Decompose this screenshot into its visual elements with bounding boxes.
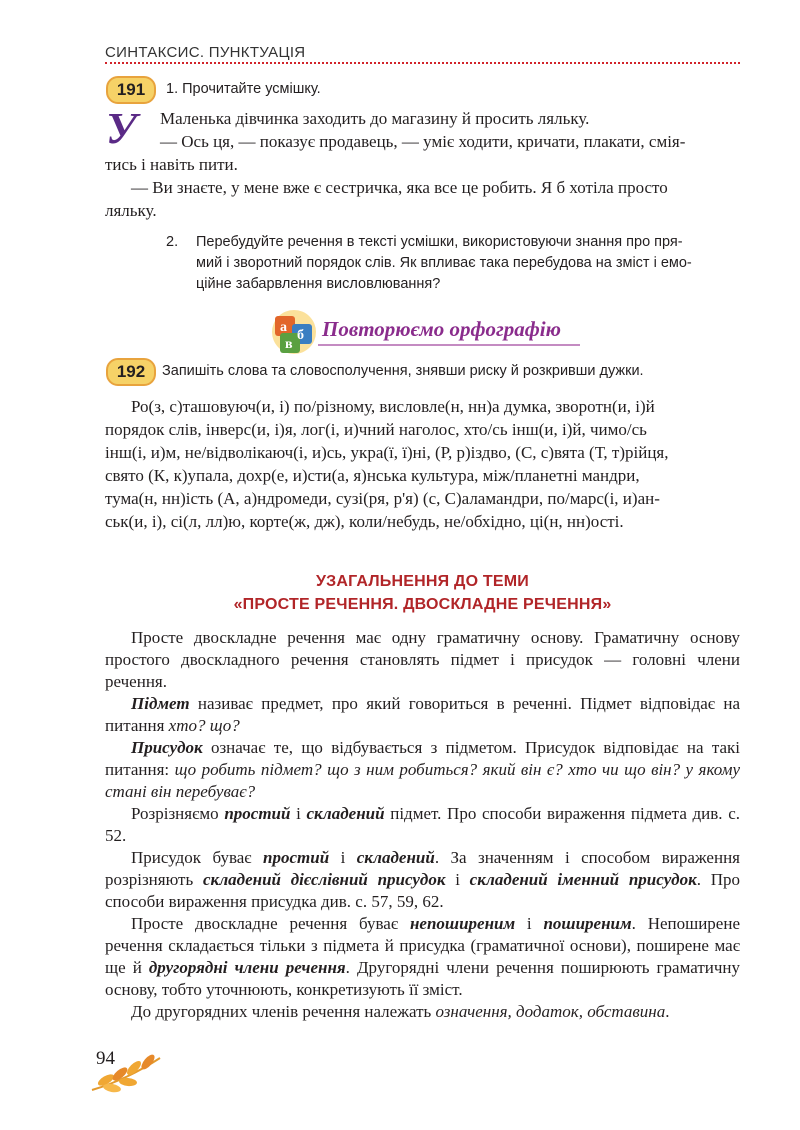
term: поширеним — [543, 914, 632, 933]
section-title: УЗАГАЛЬНЕННЯ ДО ТЕМИ — [316, 573, 529, 590]
term: Присудок — [131, 738, 203, 757]
header-divider — [105, 62, 740, 64]
term: простий — [224, 804, 291, 823]
running-head: СИНТАКСИС. ПУНКТУАЦІЯ — [105, 44, 306, 61]
alphabet-blocks-icon — [270, 308, 318, 356]
question: що робить підмет? що з ним робиться? який він є? хто чи що він? у якому стані він перебуває? — [105, 760, 741, 801]
story-line: — Ви знаєте, у мене вже є сестричка, яка все це робить. Я б хотіла просто — [131, 178, 668, 197]
icon-letter-a: а — [280, 320, 287, 335]
question: хто? що? — [168, 716, 240, 735]
exercise-number-badge: 191 — [106, 76, 156, 104]
task-number: 2. — [166, 234, 179, 250]
exercise-task: 1. Прочитайте усмішку. — [166, 81, 321, 97]
story-line: ляльку. — [105, 201, 157, 220]
section-heading-orthography: Повторюємо орфографію — [322, 317, 561, 341]
exercise-line: інш(і, и)м, не/відволікаюч(і, и)сь, укра(ї, ї)ні, (Р, р)іздво, (С, с)вята (Т, т)рійця, — [105, 443, 669, 462]
exercise-line: тума(н, нн)ість (А, а)ндромеди, сузі(ря, р'я) (с, С)аламандри, по/марс(і, и)ан- — [105, 489, 660, 508]
summary-text — [105, 627, 740, 1023]
term: другорядні члени речення — [148, 958, 346, 977]
story-line: — Ось ця, — показує продавець, — уміє ходити, кричати, плакати, смія- — [160, 132, 686, 151]
drop-cap: У — [106, 104, 137, 153]
summary-paragraph: Присудок буває простий і складений. За значенням і способом вираження розрізняють складений дієслівний присудок і складений іменний присудок. Про способи вираження присудка див. с. 57, 59, 62. — [105, 848, 740, 911]
exercise-line: порядок слів, інверс(и, і)я, лог(і, и)чний наголос, хто/сь інш(и, і)й, чимо/сь — [105, 420, 647, 439]
summary-paragraph: Присудок означає те, що відбувається з підметом. Присудок відповідає на такі питання: що робить підмет? що з ним робиться? який він є? хто чи що він? у якому стані він перебуває? — [105, 738, 741, 801]
term: складений іменний присудок — [469, 870, 697, 889]
term: простий — [263, 848, 330, 867]
summary-paragraph: Розрізняємо простий і складений підмет. Про способи вираження підмета див. с. 52. — [105, 804, 740, 845]
icon-letter-v: в — [285, 337, 293, 352]
exercise-line: Ро(з, с)ташовуюч(и, і) по/різному, висловле(н, нн)а думка, зворотн(и, і)й — [131, 397, 655, 416]
exercise-line: свято (К, к)упала, дохр(е, и)сти(а, я)нська культура, між/планетні мандри, — [105, 466, 640, 485]
story-line: тись і навіть пити. — [105, 155, 238, 174]
term: складений дієслівний присудок — [202, 870, 446, 889]
term: складений — [356, 848, 435, 867]
heading-underline — [318, 344, 580, 346]
exercise-number-badge: 192 — [106, 358, 156, 386]
summary-paragraph: Підмет називає предмет, про який говориться в реченні. Підмет відповідає на питання хто? що? — [105, 694, 740, 735]
section-title: «ПРОСТЕ РЕЧЕННЯ. ДВОСКЛАДНЕ РЕЧЕННЯ» — [233, 596, 612, 613]
exercise-line: ськ(и, і), сі(л, лл)ю, корте(ж, дж), коли/небудь, не/обхідно, ці(н, нн)ості. — [105, 512, 624, 531]
summary-paragraph: Просте двоскладне речення буває непоширеним і поширеним. Непоширене речення складається тільки з підмета й присудка (граматичної основи), поширене має ще й другорядні члени речення. Другорядні члени речення поширюють граматичну основу, тобто уточнюють, конкретизують її зміст. — [105, 914, 741, 999]
term: складений — [306, 804, 385, 823]
story-line: Маленька дівчинка заходить до магазину й просить ляльку. — [160, 109, 590, 128]
icon-letter-b: б — [297, 328, 304, 343]
term: означення, додаток, обставина — [435, 1002, 666, 1021]
term: Підмет — [131, 694, 190, 713]
page-number: 94 — [96, 1048, 115, 1069]
summary-paragraph: Просте двоскладне речення має одну граматичну основу. Граматичну основу простого двоскладного речення становлять підмет і присудок — головні члени речення. — [105, 628, 740, 691]
exercise-task: Запишіть слова та словосполучення, знявши риску й розкривши дужки. — [162, 363, 644, 379]
exercise-task: Перебудуйте речення в тексті усмішки, використовуючи знання про пря- мий і зворотний порядок слів. Як впливає така перебудова на зміст і емо- ційне забарвлення висловлювання? — [196, 234, 692, 292]
summary-paragraph: До другорядних членів речення належать означення, додаток, обставина. — [131, 1002, 670, 1021]
term: непоширеним — [409, 914, 516, 933]
